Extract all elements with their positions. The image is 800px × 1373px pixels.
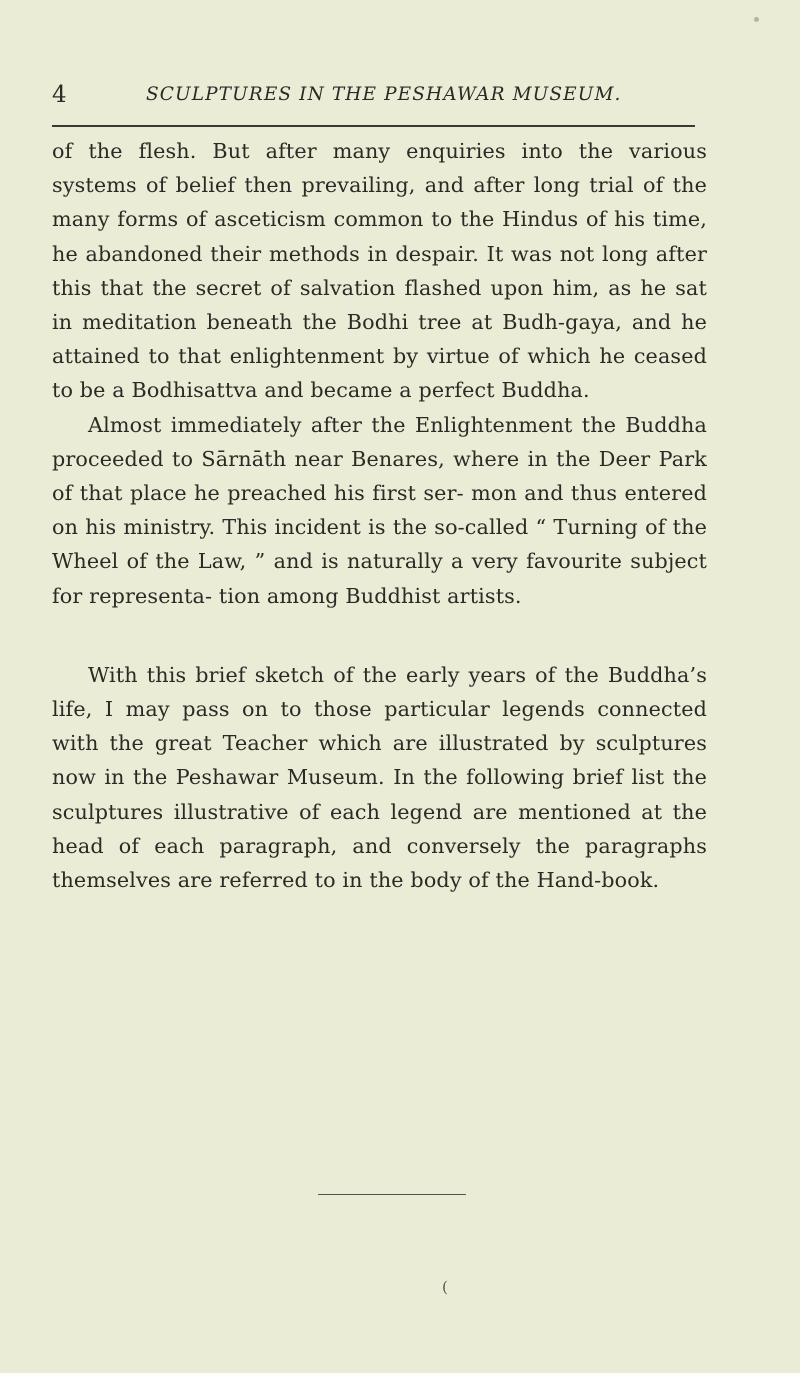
page-number: 4 bbox=[52, 82, 67, 108]
header-rule bbox=[52, 125, 695, 127]
paragraph-3: With this brief sketch of the early years of the Buddha’s life, I may pass on to those particular legends connected with the great Teacher which are illustrated by sculptures now in the Peshawar Museum. In the following brief list the sculptures illustrative of each legend are mentioned at the head of each paragraph, and conversely the paragraphs themselves are referred to in the body of the Hand-book. bbox=[52, 662, 707, 893]
paragraph-1: of the flesh. But after many enquiries into the various systems of belief then prevailing, and after long trial of the many forms of asceticism common to the Hindus of his time, he abandoned their methods in despair. It was not long after this that the secret of salvation flashed upon him, as he sat in meditation beneath the Bodhi tree at Budh-gaya, and he attained to that enlightenment by virtue of which he ceased to be a Bodhisattva and became a perfect Buddha. bbox=[52, 139, 707, 403]
running-title: SCULPTURES IN THE PESHAWAR MUSEUM. bbox=[146, 84, 622, 105]
body-text bbox=[52, 134, 707, 897]
running-head bbox=[52, 80, 692, 110]
section-end-rule bbox=[318, 1194, 466, 1195]
stray-mark: ( bbox=[442, 1278, 448, 1296]
paragraph-2: Almost immediately after the Enlightenment the Buddha proceeded to Sārnāth near Benares, where in the Deer Park of that place he preached his first ser- mon and thus entered on his ministry. This incident is the so-called “ Turning of the Wheel of the Law, ” and is naturally a very favourite subject for representa- tion among Buddhist artists. bbox=[52, 412, 707, 608]
ink-speck bbox=[754, 17, 759, 22]
